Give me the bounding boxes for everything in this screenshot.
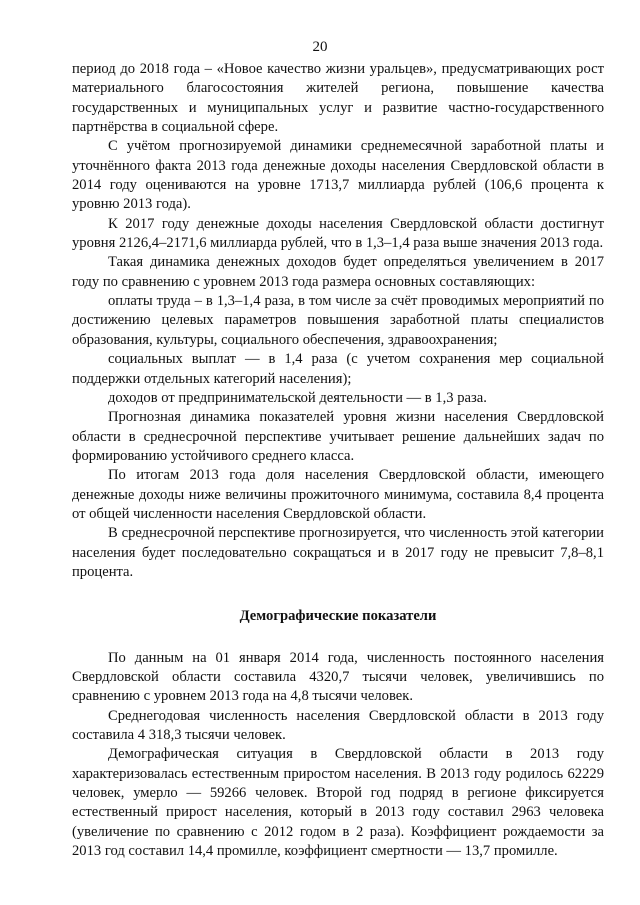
paragraph: К 2017 году денежные доходы населения Свердловской области достигнут уровня 2126,4–2171,6 миллиарда рублей, что в 1,3–1,4 раза выше значения 2013 года. <box>72 215 604 252</box>
paragraph: Демографическая ситуация в Свердловской области в 2013 году характеризовалась естественным приростом населения. В 2013 году родилось 62229 человек, умерло — 59266 человек. Второй год подряд в регионе фиксируется естественный прирост населения, который в 2013 году составил 2963 человека (увеличение по сравнению с 2012 годом в 2 раза). Коэффициент рождаемости за 2013 год составил 14,4 промилле, коэффициент смертности — 13,7 промилле. <box>72 746 604 860</box>
paragraph: В среднесрочной перспективе прогнозируется, что численность этой категории населения будет последовательно сокращаться и в 2017 году не превысит 7,8–8,1 процента. <box>72 525 604 580</box>
list-item-paragraph: доходов от предпринимательской деятельности — в 1,3 раза. <box>108 389 487 406</box>
paragraph: Прогнозная динамика показателей уровня жизни населения Свердловской области в среднесрочной перспективе учитывает решение дальнейших задач по формированию устойчивого среднего класса. <box>72 409 604 464</box>
paragraph: По итогам 2013 года доля населения Свердловской области, имеющего денежные доходы ниже величины прожиточного минимума, составила 8,4 процента от общей численности населения Свердловской области. <box>72 467 604 522</box>
section-heading: Демографические показатели <box>239 608 437 625</box>
document-body <box>72 60 604 861</box>
paragraph: С учётом прогнозируемой динамики среднемесячной заработной платы и уточнённого факта 2013 года денежные доходы населения Свердловской области в 2014 году оцениваются на уровне 1713,7 миллиарда рублей (106,6 процента к уровню 2013 года). <box>72 138 604 213</box>
list-item-paragraph: социальных выплат — в 1,4 раза (с учетом сохранения мер социальной поддержки отдельных категорий населения); <box>72 351 604 387</box>
paragraph: Такая динамика денежных доходов будет определяться увеличением в 2017 году по сравнению с уровнем 2013 года размера основных составляющих: <box>72 254 604 290</box>
page-number: 20 <box>312 39 328 55</box>
paragraph: По данным на 01 января 2014 года, численность постоянного населения Свердловской области составила 4320,7 тысячи человек, увеличившись по сравнению с уровнем 2013 года на 4,8 тысячи человек. <box>72 649 604 705</box>
paragraph: Среднегодовая численность населения Свердловской области в 2013 году составила 4 318,3 тысячи человек. <box>72 707 604 743</box>
paragraph: период до 2018 года – «Новое качество жизни уральцев», предусматривающих рост материального благосостояния жителей региона, повышение качества государственных и муниципальных услуг и развитие частно-государственного партнёрства в социальной сфере. <box>72 61 604 136</box>
list-item-paragraph: оплаты труда – в 1,3–1,4 раза, в том числе за счёт проводимых мероприятий по достижению целевых параметров повышения заработной платы специалистов образования, культуры, социального обеспечения, здравоохранения; <box>72 293 604 348</box>
